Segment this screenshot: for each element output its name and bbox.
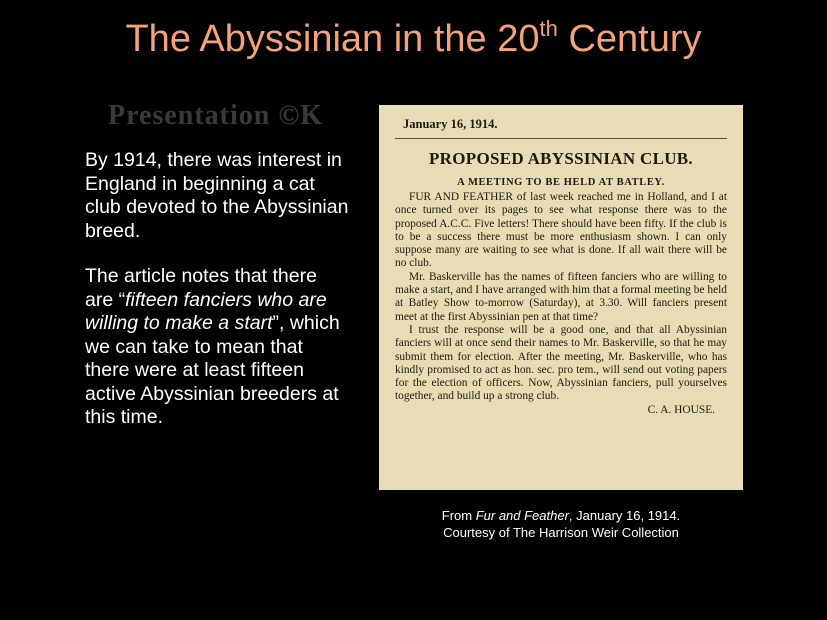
- clipping-paragraph-1: FUR AND FEATHER of last week reached me in Holland, and I at once turned over its pages to see what response there was to the proposed A.C.C. Five letters! There should have been fifty. If the club is to be a success there must be more enthusiasm shown. I can only suppose many are waiting to see what is done. If all wait there will be no club.: [395, 191, 727, 270]
- title-end: Century: [557, 18, 702, 60]
- caption-date: , January 16, 1914.: [568, 508, 681, 523]
- body-text: [85, 149, 350, 452]
- paragraph-2-end: ”, which we can take to mean that there were at least fifteen active Abyssinian breeders at this time.: [85, 312, 340, 428]
- caption-courtesy: Courtesy of The Harrison Weir Collection: [443, 524, 679, 540]
- caption-source: Fur and Feather: [475, 508, 569, 523]
- paragraph-2-start: The article notes that there are “: [85, 265, 317, 311]
- image-caption: [379, 508, 743, 541]
- paragraph-2: [85, 265, 350, 430]
- title-main: The Abyssinian in the 20: [125, 18, 540, 60]
- clipping-subheadline: A MEETING TO BE HELD AT BATLEY.: [457, 177, 665, 188]
- clipping-paragraph-2: Mr. Baskerville has the names of fifteen fanciers who are willing to make a start, and I have arranged with him that a formal meeting be held at Batley Show to-morrow (Saturday), at 3.30. Will fanciers present meet at the first Abyssinian pen at that time?: [395, 270, 727, 323]
- paragraph-2-quote: fifteen fanciers who are willing to make a start: [85, 288, 327, 334]
- clipping-body: [395, 191, 727, 404]
- clipping-date: January 16, 1914.: [403, 117, 498, 131]
- presentation-watermark: Presentation ©K: [108, 100, 324, 131]
- caption-line-1: [379, 508, 743, 525]
- clipping-signature: C. A. HOUSE.: [647, 403, 715, 416]
- clipping-headline: PROPOSED ABYSSINIAN CLUB.: [429, 149, 693, 168]
- newspaper-clipping: [379, 105, 743, 490]
- title-superscript: th: [539, 16, 558, 41]
- clipping-divider: [395, 138, 727, 139]
- paragraph-1: By 1914, there was interest in England in beginning a cat club devoted to the Abyssinian breed.: [85, 149, 349, 242]
- caption-from: From: [441, 508, 476, 523]
- slide-title: [0, 18, 827, 61]
- clipping-paragraph-3: I trust the response will be a good one, and that all Abyssinian fanciers will at once send their names to Mr. Baskerville, so that he may submit them for election. After the meeting, Mr. Baskerville, who has kindly promised to act as hon. sec. pro tem., will send out voting papers for the election of officers. Now, Abyssinian fanciers, pull yourselves together, and build up a strong club.: [395, 323, 727, 403]
